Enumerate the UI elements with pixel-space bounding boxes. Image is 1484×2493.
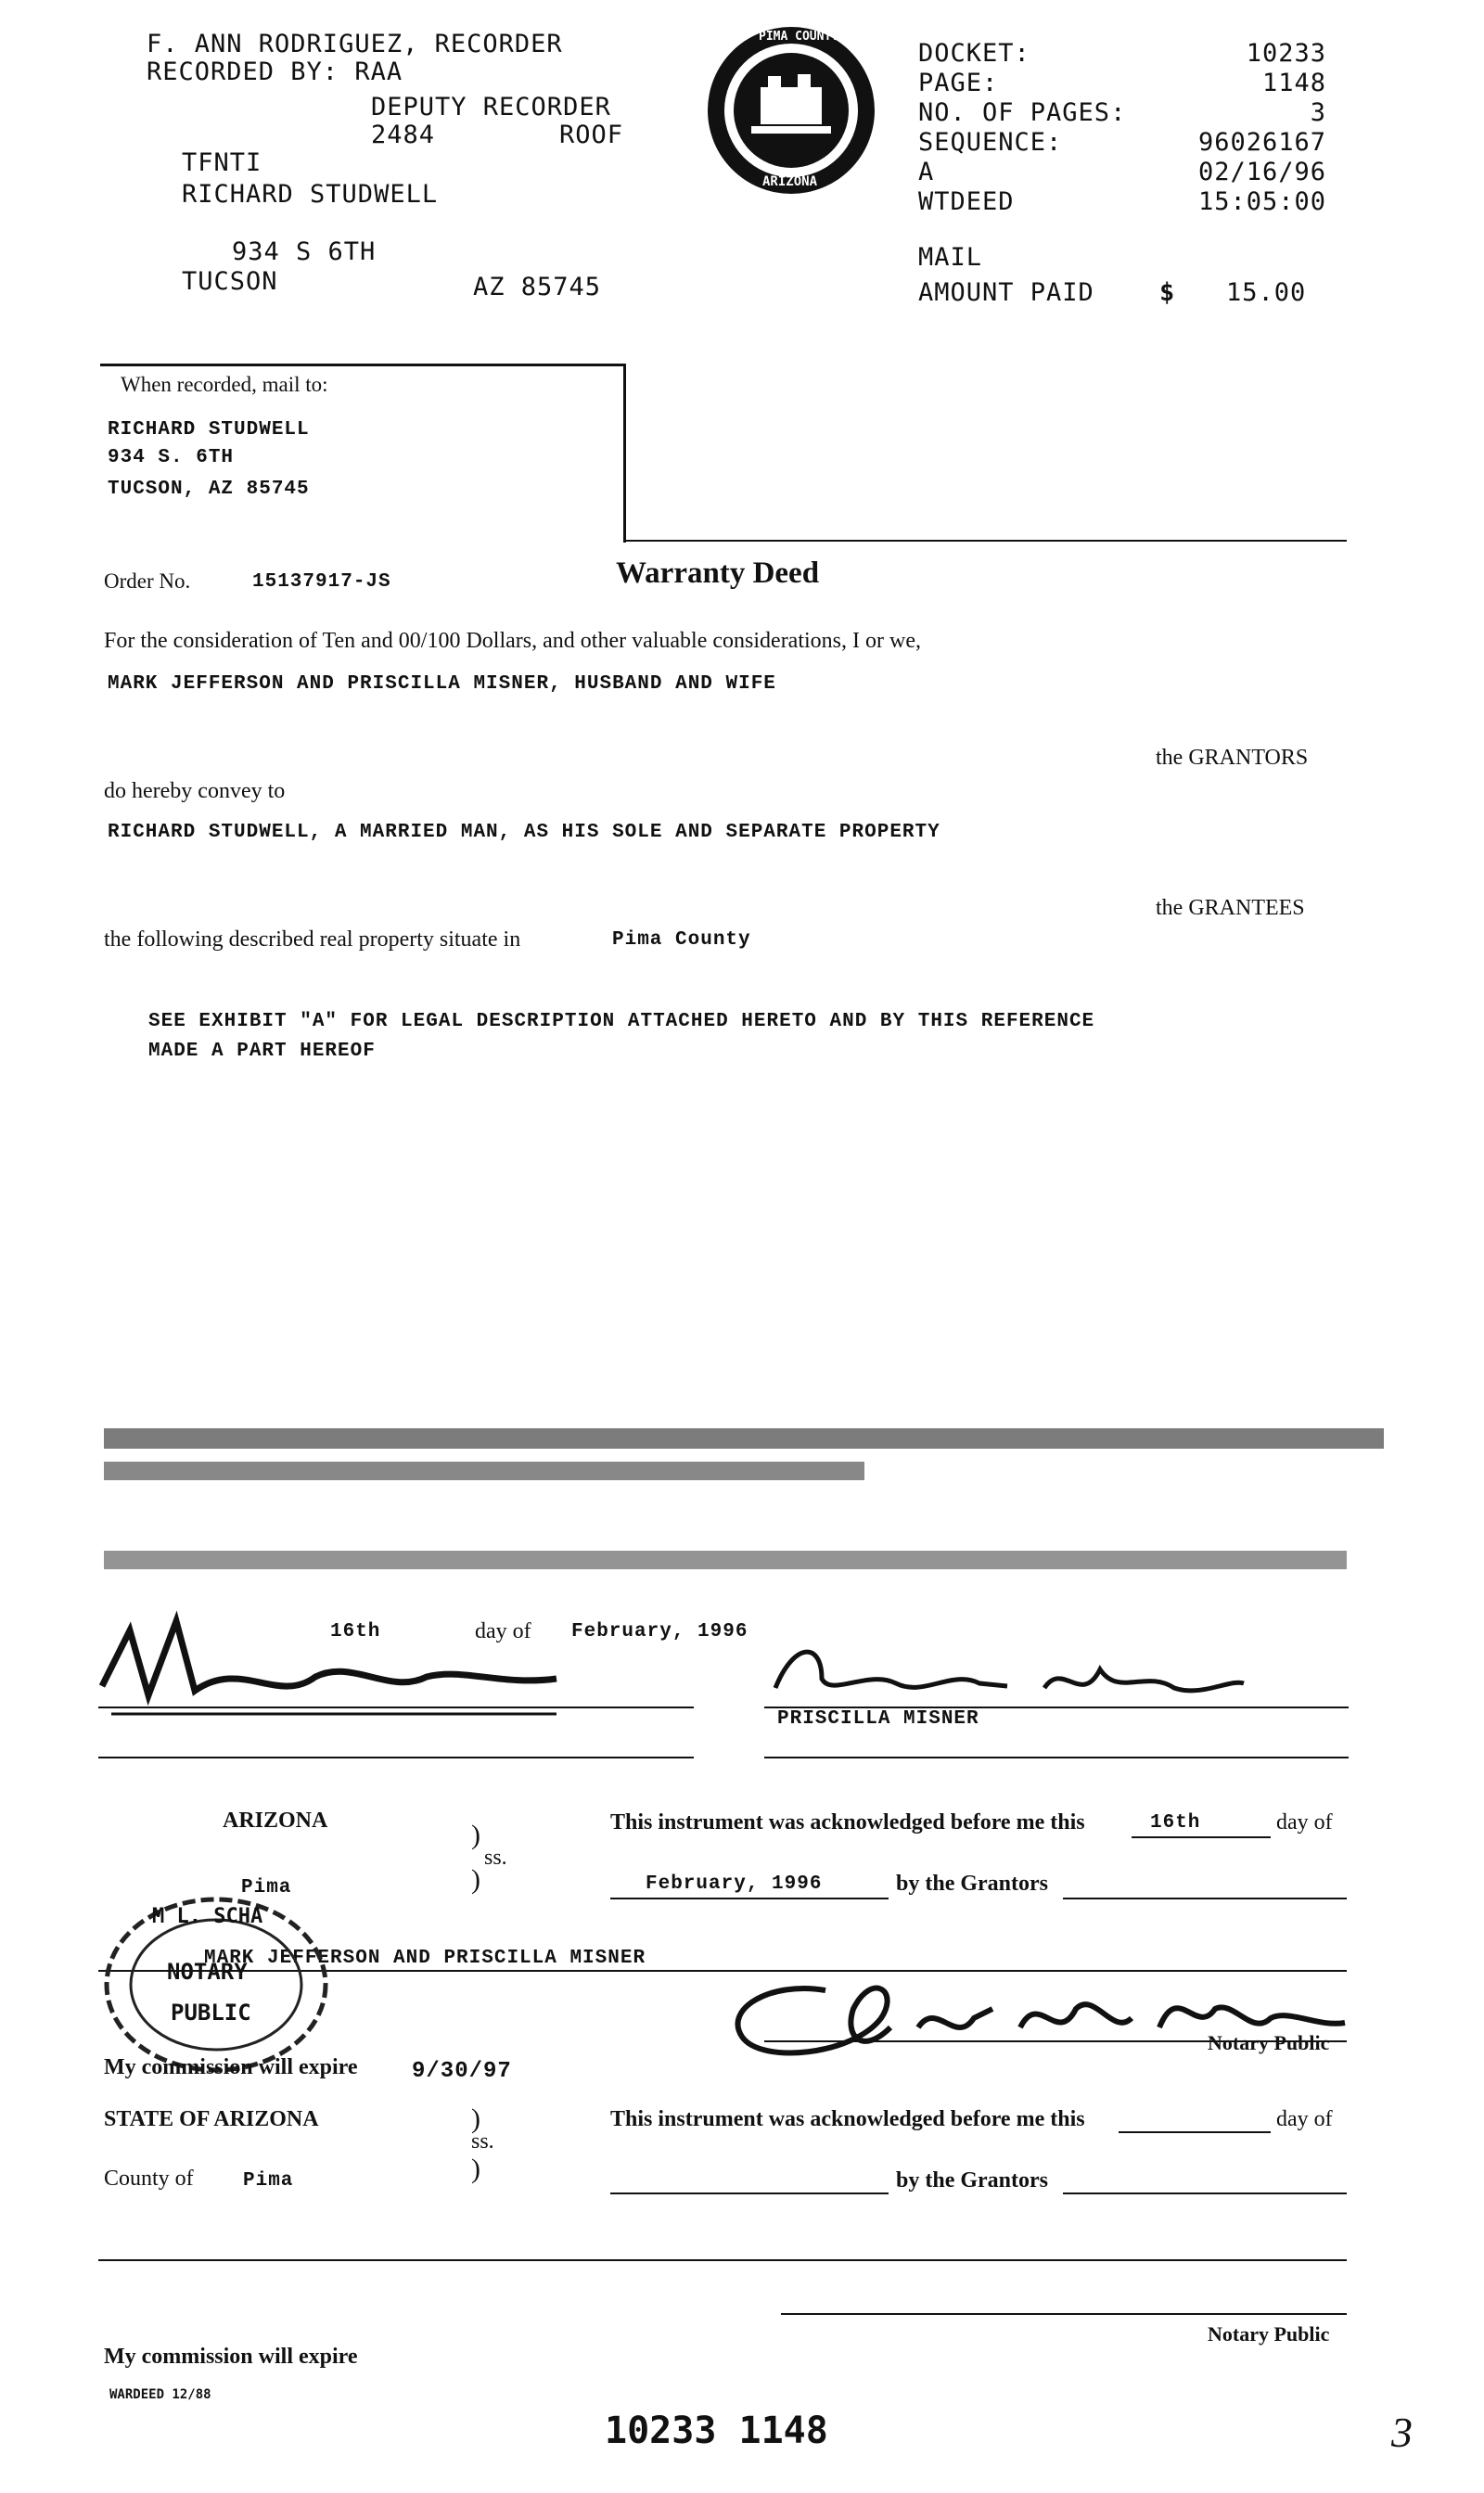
party-city: TUCSON (182, 267, 278, 296)
signing-day: 16th (330, 1621, 381, 1643)
stamp-text-1: M L. SCHA (152, 1905, 263, 1928)
notary1-commission-date: 9/30/97 (412, 2059, 512, 2084)
grantor-1-signature-line (98, 1707, 694, 1708)
notary2-commission-label: My commission will expire (104, 2345, 358, 2369)
notary1-county: Pima (241, 1877, 292, 1899)
grantees-label: the GRANTEES (1156, 896, 1305, 920)
notary2-day-line (1119, 2131, 1271, 2133)
notary2-brace: ) (471, 2103, 480, 2134)
notary1-date-line (610, 1898, 889, 1899)
page-number-mark: 3 (1391, 2409, 1413, 2456)
mail-to-heading: When recorded, mail to: (121, 373, 328, 396)
county-seal (703, 22, 879, 198)
notary2-state: STATE OF ARIZONA (104, 2107, 319, 2131)
pages-label: NO. OF PAGES: (918, 98, 1127, 127)
notary1-ack-text: This instrument was acknowledged before me this (610, 1810, 1085, 1835)
grantor-2-name: PRISCILLA MISNER (777, 1708, 979, 1730)
notary1-brace-lower: ) (471, 1864, 480, 1895)
recording-info-row (918, 69, 1326, 98)
notary1-names: MARK JEFFERSON AND PRISCILLA MISNER (204, 1948, 646, 1969)
deputy-number: 2484 (371, 121, 436, 149)
notary2-by-grantors: by the Grantors (896, 2168, 1048, 2193)
order-number-label: Order No. (104, 569, 191, 593)
notary-signature (714, 1953, 1363, 2074)
notary2-date-line (610, 2193, 889, 2194)
docket-page-stamp: 10233 1148 (605, 2410, 828, 2452)
notary2-brace-lower: ) (471, 2154, 480, 2184)
property-text: the following described real property situate in (104, 927, 521, 952)
notary1-day-of: day of (1276, 1810, 1333, 1835)
notary2-day-of: day of (1276, 2107, 1333, 2131)
signing-month-year: February, 1996 (571, 1621, 748, 1643)
notary2-county: Pima (243, 2170, 294, 2192)
recording-info-row (918, 158, 1326, 187)
grantors-label: the GRANTORS (1156, 746, 1309, 770)
seal-text-bottom: ARIZONA (762, 174, 818, 189)
order-number: 15137917-JS (252, 571, 391, 593)
grantor-signature-1 (93, 1603, 575, 1732)
sequence-value: 96026167 (1197, 128, 1326, 157)
consideration-text: For the consideration of Ten and 00/100 Dollars, and other valuable considerations, I or we, (104, 629, 921, 653)
signing-day-of: day of (475, 1619, 531, 1643)
party-street: 934 S 6TH (232, 237, 377, 266)
pages-value: 3 (1310, 98, 1326, 127)
stamp-text-2: NOTARY (167, 1959, 248, 1985)
amount-paid-label: AMOUNT PAID (918, 278, 1094, 307)
document-title: Warranty Deed (616, 556, 820, 590)
recording-info-row (918, 187, 1326, 217)
notary2-public-label: Notary Public (1208, 2322, 1330, 2346)
mail-to-city: TUCSON, AZ 85745 (108, 479, 310, 500)
mail-label: MAIL (918, 243, 983, 272)
recording-info-row (918, 39, 1326, 69)
record-date: 02/16/96 (1197, 158, 1326, 186)
deputy-location: ROOF (559, 121, 624, 149)
docket-value: 10233 (1246, 39, 1326, 68)
convey-text: do hereby convey to (104, 779, 286, 803)
notary1-day: 16th (1150, 1812, 1201, 1834)
subject-to-clause-line-2 (104, 1462, 864, 1480)
page-value: 1148 (1261, 69, 1326, 97)
mail-to-street: 934 S. 6TH (108, 447, 235, 468)
subject-to-clause-line-1 (104, 1428, 1384, 1449)
grantor-4-signature-line (764, 1757, 1349, 1758)
notary1-public-label: Notary Public (1208, 2031, 1330, 2054)
seal-text-top: PIMA COUNTY (759, 30, 839, 44)
party-state-zip: AZ 85745 (473, 273, 602, 301)
warranty-clause-line (104, 1551, 1347, 1569)
notary1-month-year: February, 1996 (646, 1873, 823, 1895)
recording-info-row (918, 128, 1326, 158)
mail-to-name: RICHARD STUDWELL (108, 419, 310, 441)
county-seal-graphic (703, 22, 879, 198)
notary1-commission-label: My commission will expire (104, 2055, 358, 2079)
record-type-label: A (918, 158, 935, 186)
grantees-names: RICHARD STUDWELL, A MARRIED MAN, AS HIS SOLE AND SEPARATE PROPERTY (108, 822, 940, 843)
record-time: 15:05:00 (1197, 187, 1326, 216)
notary1-brace: ) (471, 1820, 480, 1850)
party-code: TFNTI (182, 148, 262, 177)
notary1-grantors-line (1063, 1898, 1347, 1899)
notary2-signature-line (781, 2313, 1347, 2315)
exhibit-reference-line-1: SEE EXHIBIT "A" FOR LEGAL DESCRIPTION ATTACHED HERETO AND BY THIS REFERENCE (148, 1011, 1095, 1032)
notary2-ss: ss. (471, 2129, 494, 2154)
notary2-county-label: County of (104, 2167, 194, 2191)
amount-paid-value: 15.00 (1226, 278, 1307, 307)
doc-type-label: WTDEED (918, 187, 1015, 216)
notary1-day-line (1132, 1836, 1271, 1838)
mail-box-rule (623, 540, 1347, 542)
recording-info-row (918, 98, 1326, 128)
notary2-ack-text: This instrument was acknowledged before me this (610, 2107, 1085, 2131)
notary1-by-grantors: by the Grantors (896, 1872, 1048, 1896)
exhibit-reference-line-2: MADE A PART HEREOF (148, 1041, 376, 1062)
docket-label: DOCKET: (918, 39, 1030, 68)
grantors-names: MARK JEFFERSON AND PRISCILLA MISNER, HUSBAND AND WIFE (108, 673, 776, 695)
notary2-names-line (98, 2259, 1347, 2261)
form-code: WARDEED 12/88 (109, 2387, 211, 2402)
party-name: RICHARD STUDWELL (182, 180, 439, 209)
currency-symbol: $ (1159, 278, 1176, 307)
notary-stamp (100, 1892, 332, 2078)
page-label: PAGE: (918, 69, 999, 97)
recorder-name: F. ANN RODRIGUEZ, RECORDER (147, 30, 563, 58)
grantor-3-signature-line (98, 1757, 694, 1758)
recorded-by: RECORDED BY: RAA (147, 58, 403, 86)
recording-info-block (918, 39, 1326, 217)
property-county: Pima County (612, 929, 751, 951)
notary2-grantors-line (1063, 2193, 1347, 2194)
notary1-ss: ss. (484, 1846, 507, 1870)
stamp-text-3: PUBLIC (171, 2000, 251, 2026)
notary1-state: ARIZONA (223, 1809, 328, 1833)
deputy-label: DEPUTY RECORDER (371, 93, 611, 121)
sequence-label: SEQUENCE: (918, 128, 1063, 157)
